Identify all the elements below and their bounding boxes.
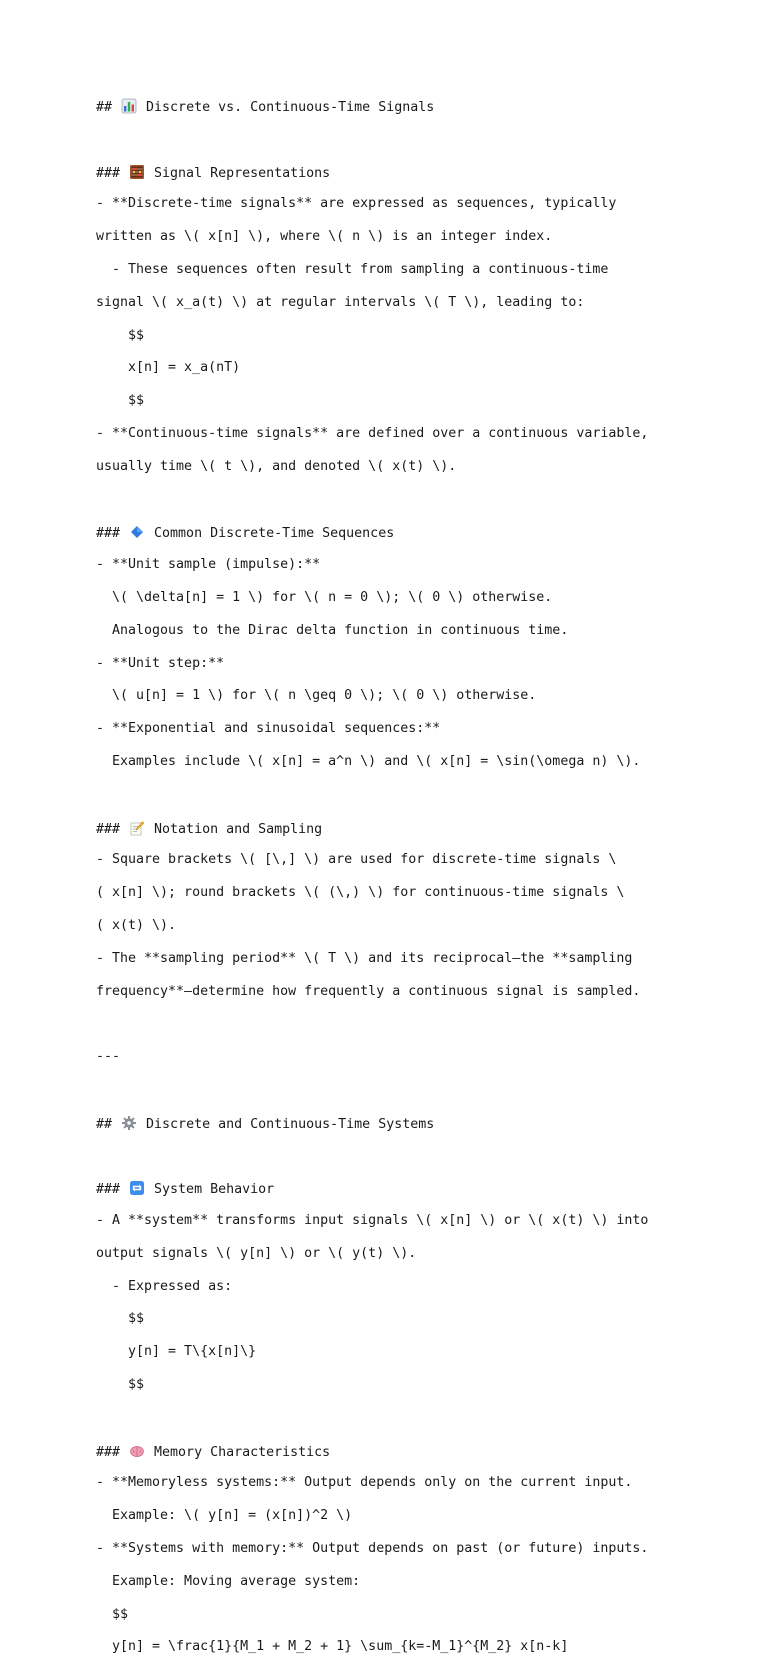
heading-memory-characteristics: ### Memory Characteristics (96, 1444, 331, 1460)
text-line: - **Unit sample (impulse):** (96, 557, 321, 573)
text-line: Example: \( y[n] = (x[n])^2 \) (96, 1508, 353, 1524)
text-line: - **Unit step:** (96, 655, 225, 671)
markdown-document (96, 98, 696, 1656)
text-line: written as \( x[n] \), where \( n \) is an integer index. (96, 229, 553, 245)
text-line: ( x(t) \). (96, 917, 177, 933)
text-line: usually time \( t \), and denoted \( x(t) \). (96, 458, 457, 474)
heading-common-sequences: ### Common Discrete-Time Sequences (96, 526, 395, 542)
text-line: - **Memoryless systems:** Output depends only on the current input. (96, 1475, 633, 1491)
heading-signal-representations: ### Signal Representations (96, 165, 331, 181)
text-line: signal \( x_a(t) \) at regular intervals \( T \), leading to: (96, 294, 585, 310)
text-line: \( u[n] = 1 \) for \( n \geq 0 \); \( 0 \) otherwise. (96, 688, 537, 704)
repeat-icon (129, 1180, 145, 1196)
text-line: - **Systems with memory:** Output depends on past (or future) inputs. (96, 1541, 649, 1557)
text-line: ( x[n] \); round brackets \( (\,) \) for continuous-time signals \ (96, 885, 625, 901)
text-line: y[n] = \frac{1}{M_1 + M_2 + 1} \sum_{k=-M_1}^{M_2} x[n-k] (96, 1639, 569, 1655)
text-line: - These sequences often result from sampling a continuous-time (96, 261, 609, 277)
text-line: - **Discrete-time signals** are expressed as sequences, typically (96, 196, 617, 212)
text-line: Example: Moving average system: (96, 1573, 361, 1589)
horizontal-rule: --- (96, 1049, 121, 1065)
brain-icon (129, 1443, 145, 1459)
heading-discrete-continuous-systems: ## Discrete and Continuous-Time Systems (96, 1116, 435, 1132)
text-line: $$ (96, 1377, 145, 1393)
text-line: $$ (96, 1311, 145, 1327)
text-line: output signals \( y[n] \) or \( y(t) \). (96, 1245, 417, 1261)
text-line: $$ (96, 1606, 129, 1622)
text-line: - Expressed as: (96, 1278, 233, 1294)
abacus-icon (129, 164, 145, 180)
text-line: - A **system** transforms input signals \( x[n] \) or \( x(t) \) into (96, 1213, 649, 1229)
bar-chart-icon (121, 98, 137, 114)
text-line: - **Exponential and sinusoidal sequences:** (96, 721, 441, 737)
text-line: Examples include \( x[n] = a^n \) and \( x[n] = \sin(\omega n) \). (96, 753, 641, 769)
heading-notation-sampling: ### Notation and Sampling (96, 821, 323, 837)
text-line: Analogous to the Dirac delta function in continuous time. (96, 622, 569, 638)
text-line: frequency**—determine how frequently a continuous signal is sampled. (96, 983, 641, 999)
blue-diamond-icon (129, 524, 145, 540)
text-line: \( \delta[n] = 1 \) for \( n = 0 \); \( 0 \) otherwise. (96, 589, 553, 605)
text-line: x[n] = x_a(nT) (96, 360, 241, 376)
text-line: - The **sampling period** \( T \) and its reciprocal—the **sampling (96, 950, 633, 966)
text-line: - **Continuous-time signals** are defined over a continuous variable, (96, 425, 649, 441)
text-line: $$ (96, 327, 145, 343)
heading-system-behavior: ### System Behavior (96, 1182, 275, 1198)
memo-icon (129, 820, 145, 836)
heading-discrete-vs-continuous: ## Discrete vs. Continuous-Time Signals (96, 100, 435, 115)
text-line: $$ (96, 393, 145, 409)
text-line: - Square brackets \( [\,] \) are used for discrete-time signals \ (96, 852, 617, 868)
gear-icon (121, 1115, 137, 1131)
text-line: y[n] = T\{x[n]\} (96, 1344, 257, 1360)
